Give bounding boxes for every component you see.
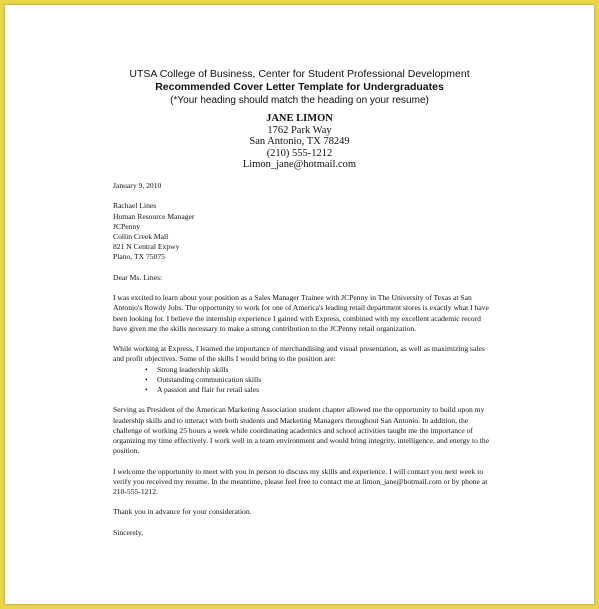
- header-note: (*Your heading should match the heading on your resume): [170, 95, 429, 106]
- recipient-title: Human Resource Manager: [113, 211, 195, 221]
- applicant-email: Limon_jane@hotmail.com: [242, 159, 357, 171]
- contact-block: [5, 113, 594, 171]
- applicant-city: San Antonio, TX 78249: [249, 136, 350, 148]
- skill-item: • Outstanding communication skills: [113, 375, 493, 385]
- thanks-line: Thank you in advance for your consideration.: [113, 507, 252, 517]
- letter-date: January 9, 2010: [113, 181, 162, 190]
- header-institution: UTSA College of Business, Center for Student Professional Development: [129, 68, 470, 80]
- recipient-street: 821 N Central Expwy: [113, 242, 180, 252]
- paragraph-intro: I was excited to learn about your position as a Sales Manager Trainee with JCPenny in The University of Texas at San Antonio's Rowdy Jobs. The opportunity to work for one of America's leading retail department stores is exactly what I have been looking for. I believe the internship experience I gained with Express, combined with my excellent academic record have given me the skills necessary to make a strong contribution to the JCPenny retail organization.: [113, 293, 489, 333]
- closing: Sincerely,: [113, 527, 144, 537]
- skill-item: • Strong leadership skills: [113, 365, 493, 375]
- letter-body: [113, 181, 493, 548]
- applicant-phone: (210) 555-1212: [266, 147, 333, 159]
- paragraph-experience: While working at Express, I learned the importance of merchandising and visual presentation, as well as maximizing sales and profit objectives. Some of the skills I would bring to the position are:: [113, 344, 485, 364]
- skills-list: [113, 365, 493, 396]
- recipient-company: JCPenny: [113, 221, 141, 231]
- paragraph-contact: I welcome the opportunity to meet with you in person to discuss my skills and experience. I will contact you next week to verify you received my resume. In the meantime, please feel free to contact me at limon_jane@hotmail.com or by phone at 210-555-1212.: [113, 466, 488, 496]
- document-page: [5, 5, 594, 604]
- applicant-name: JANE LIMON: [266, 113, 333, 124]
- skill-item: • A passion and flair for retail sales: [113, 385, 493, 395]
- header-template-title: Recommended Cover Letter Template for Undergraduates: [155, 81, 444, 93]
- paragraph-leadership: Serving as President of the American Marketing Association student chapter allowed me the opportunity to build upon my leadership skills and to interact with both students and Marketing Managers throughout San Antonio. In addition, the challenge of working 25 hours a week while coordinating academics and school activities taught me the importance of organizing my time effectively. I work well in a team environment and would bring integrity, intelligence, and energy to the position.: [113, 405, 490, 456]
- recipient-city: Plano, TX 75075: [113, 252, 165, 262]
- recipient-name: Rachael Lines: [113, 201, 157, 211]
- recipient-location: Collin Creek Mall: [113, 232, 169, 241]
- recipient-address: [113, 201, 493, 262]
- salutation: Dear Ms. Lines:: [113, 272, 163, 282]
- applicant-street: 1762 Park Way: [267, 124, 332, 136]
- document-header: [5, 68, 594, 107]
